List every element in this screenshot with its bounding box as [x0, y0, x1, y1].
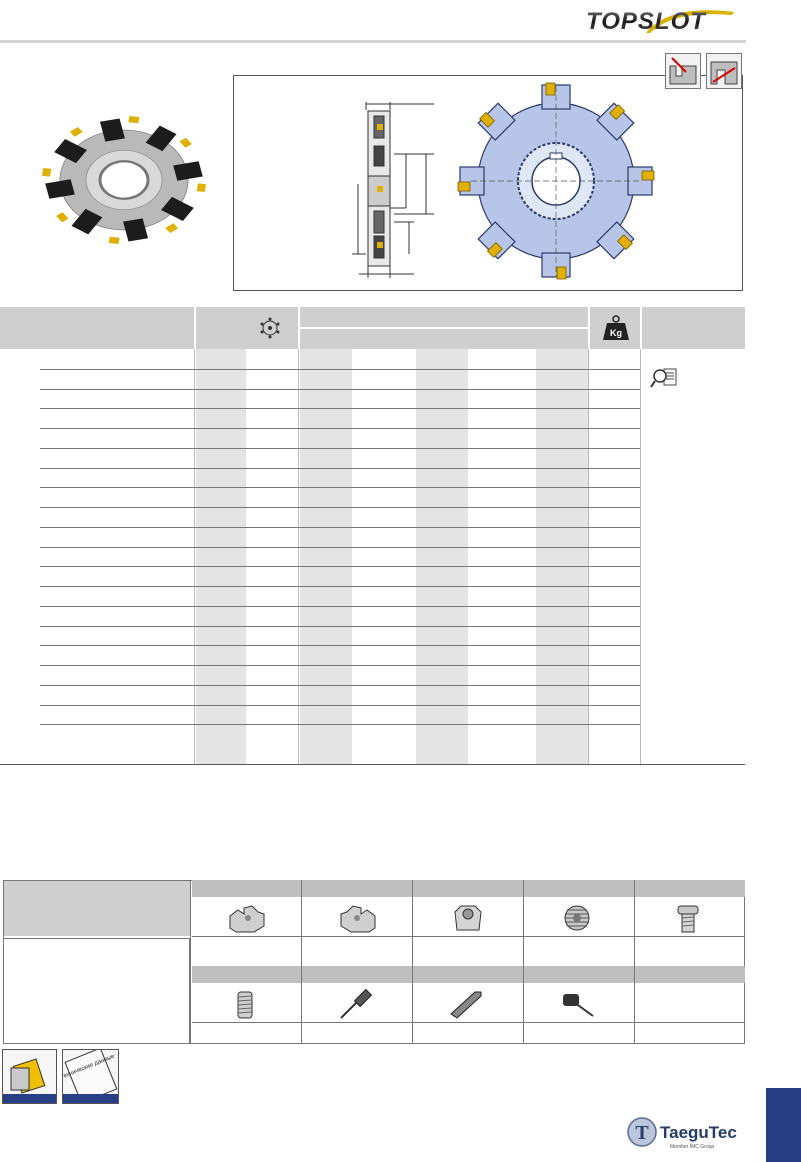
cutter-photo [34, 110, 214, 250]
table-row [40, 626, 640, 627]
table-row [40, 448, 640, 449]
side-milling-icon [706, 53, 742, 89]
svg-text:TOPSLOT: TOPSLOT [586, 8, 706, 35]
svg-text:T: T [635, 1122, 649, 1144]
col-rule [301, 880, 302, 1044]
header-rule [0, 40, 746, 43]
row-rule [192, 1022, 745, 1023]
table-row [40, 645, 640, 646]
row-rule [192, 936, 745, 937]
section-tab[interactable] [766, 1088, 801, 1162]
tech-manual-icon[interactable] [62, 1049, 119, 1104]
magnifier-icon[interactable] [650, 367, 678, 389]
shade-col [416, 349, 468, 764]
threaded-bush-icon [559, 902, 595, 934]
topslot-logo [584, 6, 746, 36]
catalog-book-icon[interactable] [2, 1049, 57, 1104]
manual-cover-text: Технические данные [63, 1053, 116, 1081]
table-header-dimensions [300, 307, 588, 327]
col-rule [190, 880, 191, 1044]
col-rule [298, 349, 299, 764]
table-header-spare-parts [642, 307, 745, 349]
table-header-designation [0, 307, 194, 349]
table-row [40, 468, 640, 469]
table-row [40, 369, 640, 370]
table-bottom-rule [0, 764, 745, 765]
table-row [40, 705, 640, 706]
table-row [40, 724, 640, 725]
company-name: TaeguTec [660, 1123, 737, 1142]
spare-parts-row1-header [192, 880, 745, 897]
table-row [40, 487, 640, 488]
hex-key-icon [447, 988, 487, 1020]
table-row [40, 586, 640, 587]
col-rule [523, 880, 524, 1044]
company-tagline: Member IMC Group [670, 1144, 715, 1150]
svg-text:Kg: Kg [610, 328, 622, 338]
side-view [352, 102, 434, 278]
table-row [40, 408, 640, 409]
right-clamp-icon [337, 902, 379, 934]
col-rule [588, 349, 589, 764]
differential-screw-icon [228, 988, 264, 1020]
table-row [40, 566, 640, 567]
table-header-teeth [196, 307, 298, 349]
torque-key-icon [559, 988, 599, 1020]
clamp-screw-icon [670, 902, 706, 934]
shade-col [300, 349, 352, 764]
table-row [40, 428, 640, 429]
wedge-nut-icon [449, 902, 485, 934]
left-clamp-icon [226, 902, 268, 934]
table-header-dimension-columns [300, 329, 588, 349]
table-row [40, 665, 640, 666]
slotting-icon [665, 53, 701, 89]
teeth-count-icon [258, 316, 282, 340]
screwdriver-icon [337, 988, 377, 1020]
front-view [458, 83, 654, 279]
taegutec-logo [626, 1108, 746, 1152]
table-row [40, 606, 640, 607]
table-row [40, 389, 640, 390]
spare-parts-row2-header [192, 966, 745, 983]
table-row [40, 685, 640, 686]
weight-icon [602, 315, 630, 341]
shade-col [536, 349, 588, 764]
shade-col [196, 349, 246, 764]
table-row [40, 507, 640, 508]
table-row [40, 527, 640, 528]
col-rule [634, 880, 635, 1044]
col-rule [412, 880, 413, 1044]
table-row [40, 547, 640, 548]
col-rule [640, 349, 641, 764]
cutter-drawing [234, 76, 742, 290]
drawing-frame [233, 75, 743, 291]
col-rule [194, 349, 195, 764]
